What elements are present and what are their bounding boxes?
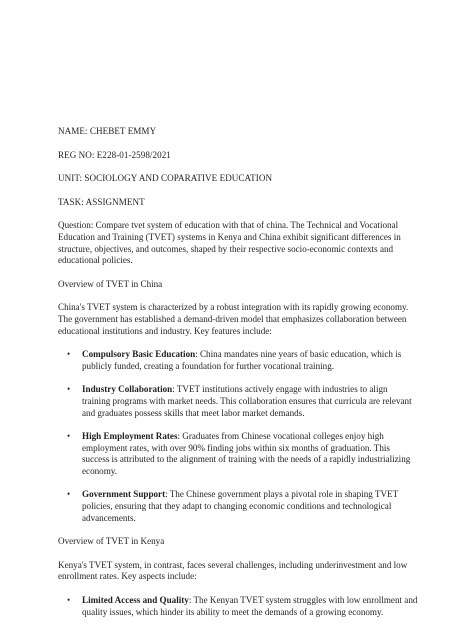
kenya-key-aspects-list xyxy=(58,595,418,618)
list-item-term: Limited Access and Quality xyxy=(82,595,189,606)
list-item xyxy=(58,489,418,524)
china-section-heading: Overview of TVET in China xyxy=(58,278,163,289)
document-body xyxy=(58,126,418,630)
list-item-term: Compulsory Basic Education xyxy=(82,349,196,360)
china-key-features-list xyxy=(58,349,418,524)
list-item-term: High Employment Rates xyxy=(82,431,178,442)
list-item-term: Government Support xyxy=(82,489,166,500)
task-title: TASK: ASSIGNMENT xyxy=(58,196,145,207)
bullet-icon: • xyxy=(67,431,71,442)
list-item-term: Industry Collaboration xyxy=(82,384,173,395)
registration-number: REG NO: E228-01-2598/2021 xyxy=(58,149,171,160)
list-item-text: : The Kenyan TVET system struggles with low enrollment and quality issues, which hinder its ability to meet the demands of a growing economy. xyxy=(82,595,418,617)
bullet-icon: • xyxy=(67,595,71,606)
list-item xyxy=(58,595,418,618)
list-item-text: : The Chinese government plays a pivotal role in shaping TVET policies, ensuring that they adapt to changing economic conditions and technological advancements. xyxy=(82,489,398,523)
china-intro-paragraph: China's TVET system is characterized by a robust integration with its rapidly growing economy. The government has established a demand-driven model that emphasizes collaboration between educational institutions and industry. Key features include: xyxy=(58,302,409,336)
list-item xyxy=(58,431,418,477)
kenya-section-heading: Overview of TVET in Kenya xyxy=(58,536,165,547)
list-item xyxy=(58,384,418,419)
list-item-text: : China mandates nine years of basic education, which is publicly funded, creating a foundation for further vocational training. xyxy=(82,349,402,371)
student-name: NAME: CHEBET EMMY xyxy=(58,126,157,136)
bullet-icon: • xyxy=(67,349,71,360)
question-paragraph: Question: Compare tvet system of education with that of china. The Technical and Vocational Education and Training (TVET) systems in Kenya and China exhibit significant differences in structure, objectives, and outcomes, shaped by their respective socio-economic contexts and educational policies. xyxy=(58,220,401,266)
kenya-intro-paragraph: Kenya's TVET system, in contrast, faces several challenges, including underinvestment and low enrollment rates. Key aspects include: xyxy=(58,559,408,582)
unit-title: UNIT: SOCIOLOGY AND COPARATIVE EDUCATION xyxy=(58,173,273,184)
list-item-text: : TVET institutions actively engage with industries to align training programs with market needs. This collaboration ensures that curricula are relevant and graduates possess skills that meet labor market demands. xyxy=(82,384,412,418)
bullet-icon: • xyxy=(67,384,71,395)
bullet-icon: • xyxy=(67,489,71,500)
list-item xyxy=(58,349,418,372)
list-item-text: : Graduates from Chinese vocational colleges enjoy high employment rates, with over 90% finding jobs within six months of graduation. This success is attributed to the alignment of training with the needs of a rapidly industrializing economy. xyxy=(82,431,411,476)
